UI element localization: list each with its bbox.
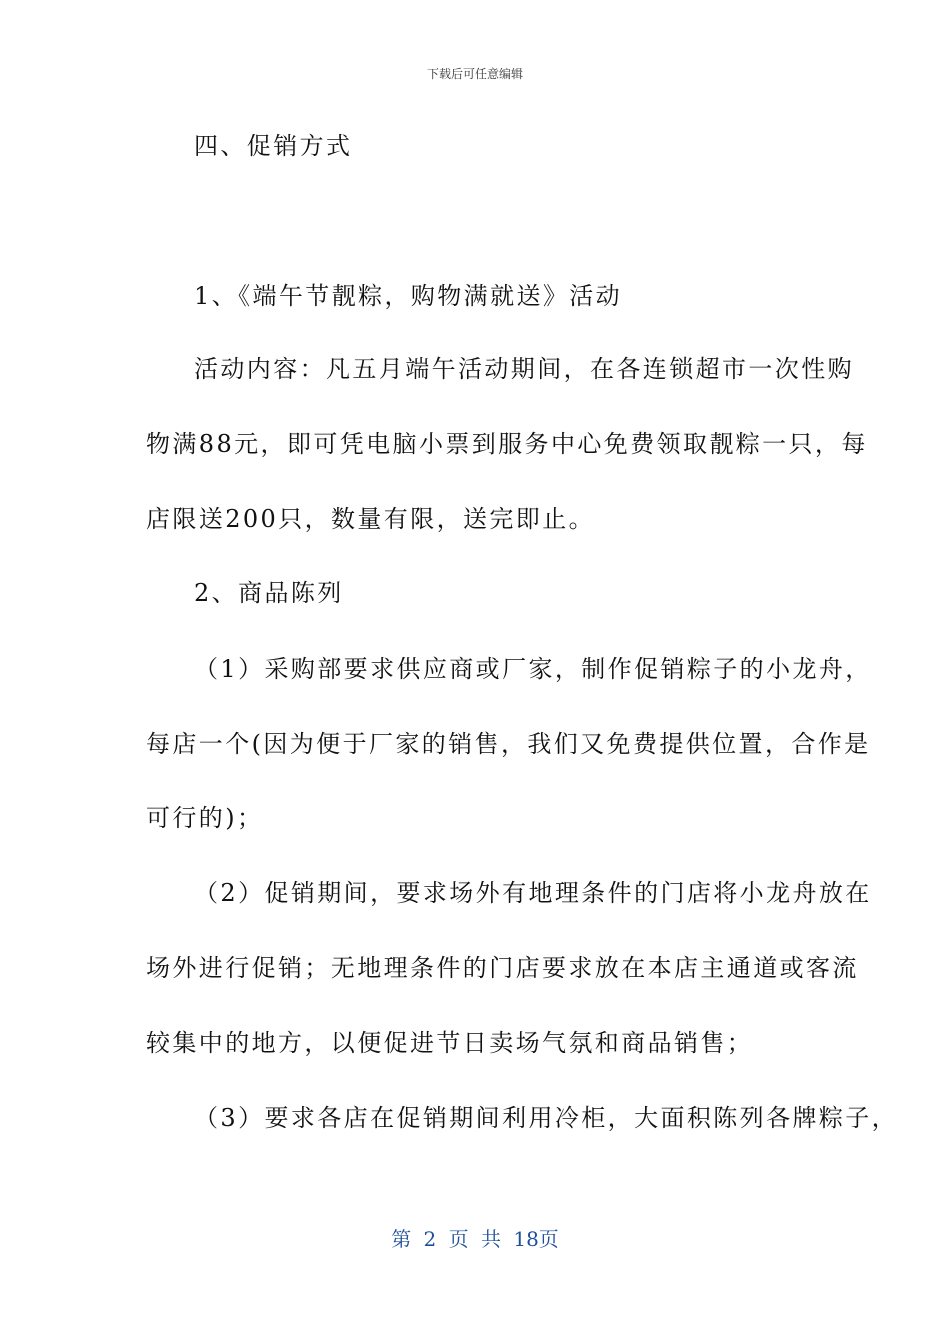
paragraph-line: （2）促销期间，要求场外有地理条件的门店将小龙舟放在	[194, 879, 872, 907]
paragraph-line: （3）要求各店在促销期间利用冷柜，大面积陈列各牌粽子，	[194, 1104, 899, 1132]
paragraph-line: 物满88元，即可凭电脑小票到服务中心免费领取靓粽一只，每	[146, 430, 868, 458]
header-note: 下载后可任意编辑	[426, 67, 523, 81]
subsection-heading-1: 1、《端午节靓粽，购物满就送》活动	[194, 282, 623, 310]
paragraph-line: 每店一个(因为便于厂家的销售，我们又免费提供位置，合作是	[146, 730, 871, 758]
paragraph-line: 可行的)；	[146, 804, 264, 832]
page-number: 第 2 页 共 18页	[391, 1227, 559, 1251]
paragraph-line: 活动内容：凡五月端午活动期间，在各连锁超市一次性购	[194, 355, 854, 383]
paragraph-line: 场外进行促销；无地理条件的门店要求放在本店主通道或客流	[146, 954, 859, 982]
paragraph-line: 店限送200只，数量有限，送完即止。	[146, 505, 596, 533]
paragraph-line: 较集中的地方，以便促进节日卖场气氛和商品销售；	[146, 1029, 754, 1057]
paragraph-line: （1）采购部要求供应商或厂家，制作促销粽子的小龙舟，	[194, 655, 872, 683]
subsection-heading-2: 2、商品陈列	[194, 579, 344, 607]
section-heading: 四、促销方式	[194, 132, 353, 160]
